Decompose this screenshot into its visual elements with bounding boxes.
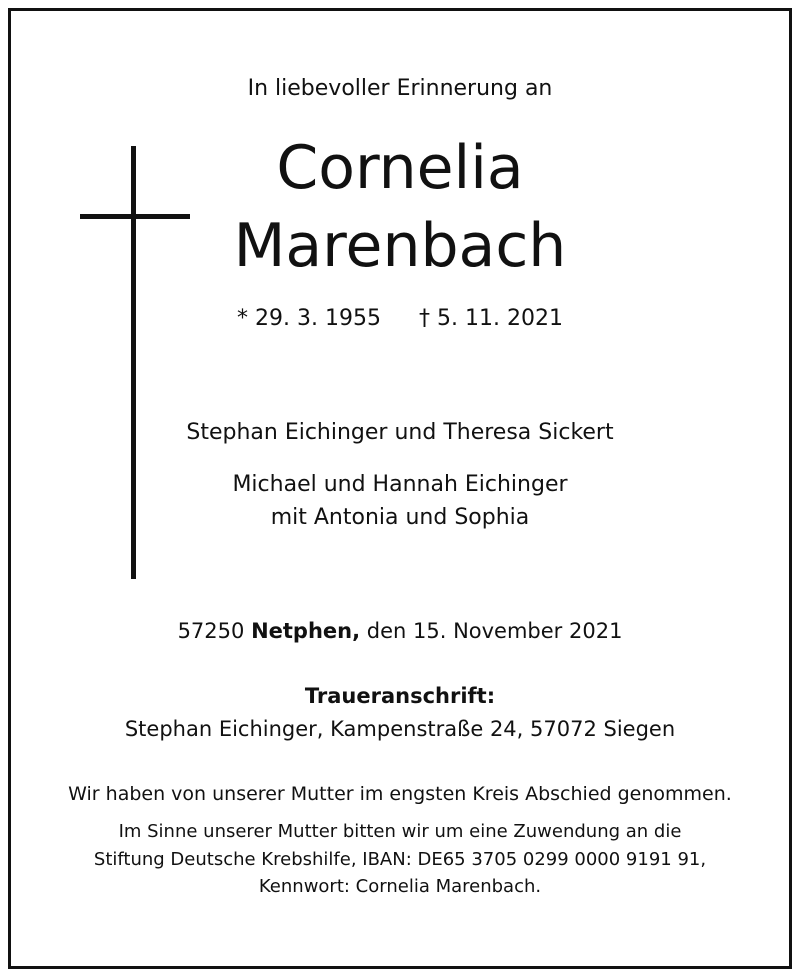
donation-line: Stiftung Deutsche Krebshilfe, IBAN: DE65 3705 0299 0000 9191 91, [93,849,707,870]
family-line: Michael und Hannah Eichinger [232,472,568,497]
place-date-line [0,619,800,643]
family-line: Stephan Eichinger und Theresa Sickert [186,420,614,445]
family-line: mit Antonia und Sophia [270,505,530,530]
notice-date: den 15. November 2021 [366,619,623,643]
intro-text: In liebevoller Erinnerung an [247,76,553,101]
last-name: Marenbach [233,211,567,281]
life-dates [0,306,800,331]
farewell-note: Wir haben von unserer Mutter im engsten Kreis Abschied genommen. [68,783,732,805]
death-date: † 5. 11. 2021 [419,306,563,331]
mourning-address: Stephan Eichinger, Kampenstraße 24, 57072 Siegen [124,717,676,741]
first-name: Cornelia [276,133,524,203]
birth-date: * 29. 3. 1955 [237,306,381,331]
donation-line: Im Sinne unserer Mutter bitten wir um eine Zuwendung an die [118,821,682,842]
donation-line: Kennwort: Cornelia Marenbach. [258,876,542,897]
address-label: Traueranschrift: [304,684,496,708]
postcode: 57250 [177,619,245,643]
town: Netphen, [251,619,361,643]
